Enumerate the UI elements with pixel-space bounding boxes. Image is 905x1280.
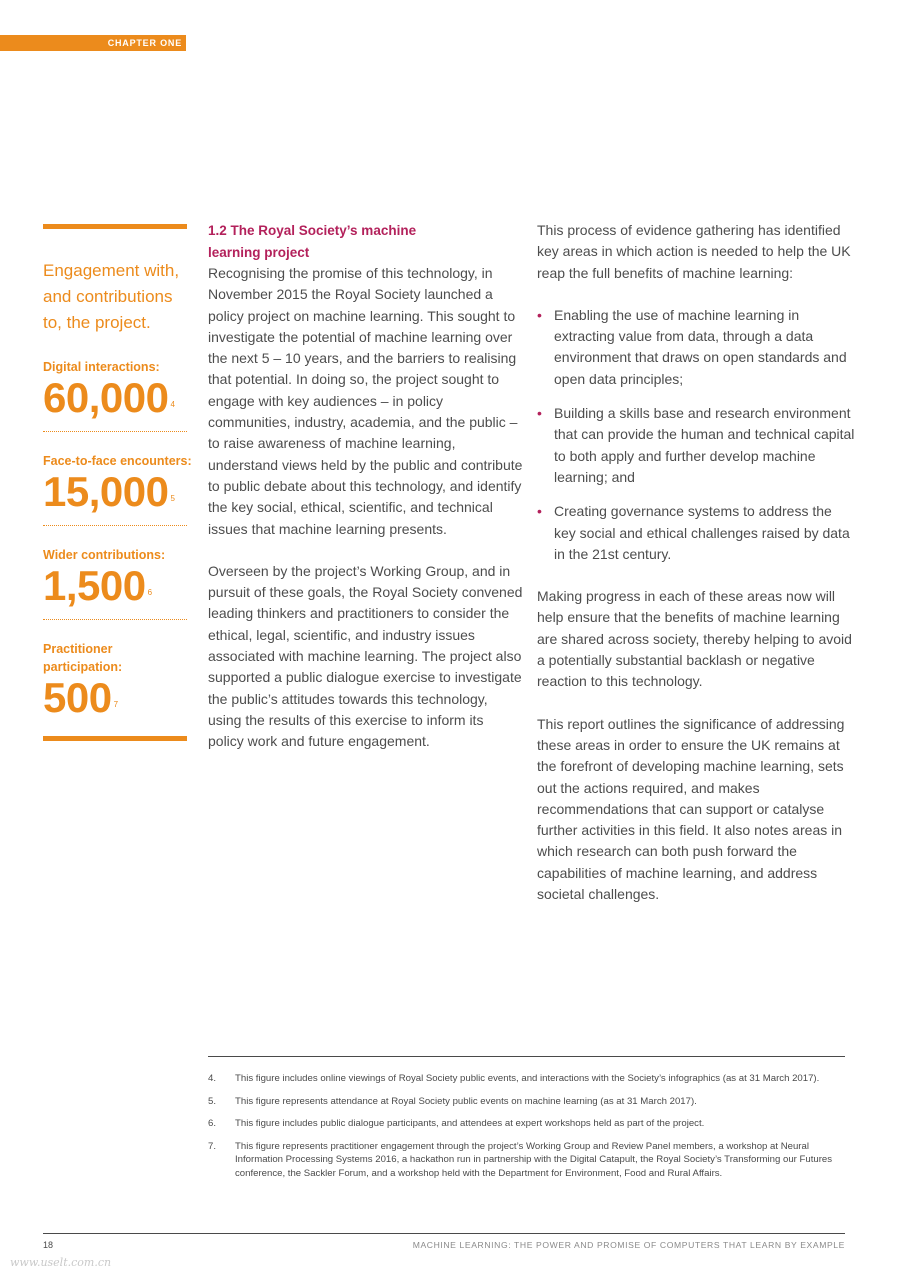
main-column <box>208 220 523 753</box>
footnote-ref: 5 <box>170 494 175 503</box>
page-number: 18 <box>43 1240 54 1250</box>
stat-digital-interactions <box>43 358 187 420</box>
sidebar-top-bar <box>43 224 187 229</box>
stat-label: Practitioner participation: <box>43 642 123 674</box>
sidebar-bottom-bar <box>43 736 187 741</box>
bullet-list <box>537 305 857 565</box>
sidebar-title: Engagement with, and contributions to, the project. <box>43 261 180 332</box>
paragraph: This process of evidence gathering has identified key areas in which action is needed to help the UK reap the full benefits of machine learning: <box>537 222 851 281</box>
paragraph: This report outlines the significance of addressing these areas in order to ensure the UK remains at the forefront of developing machine learning, sets out the actions required, and makes recommendations that can support or catalyse further activities in this field. It also notes areas in which research can both push forward the capabilities of machine learning, and address societal challenges. <box>537 715 845 903</box>
dotted-divider <box>43 525 187 526</box>
stat-wider-contributions <box>43 546 187 608</box>
footer-divider <box>43 1233 845 1234</box>
bullet-icon: • <box>537 503 542 520</box>
footnote: 4. This figure includes online viewings of Royal Society public events, and interactions with the Society’s infographics (as at 31 March 2017). <box>208 1073 820 1084</box>
section-heading: 1.2 The Royal Society’s machine learning project <box>208 223 417 260</box>
footnote: 5. This figure represents attendance at Royal Society public events on machine learning (as at 31 March 2017). <box>208 1095 697 1107</box>
dotted-divider <box>43 431 187 432</box>
paragraph: Overseen by the project’s Working Group, and in pursuit of these goals, the Royal Society convened leading thinkers and practitioners to consider the ethical, legal, scientific, and industry issues associated with machine learning. The project also supported a public dialogue exercise to investigate the public’s attitudes towards this technology, using the results of this exercise to inform its policy work and future engagement. <box>208 562 523 750</box>
list-item: • Building a skills base and research environment that can provide the human and technical capital to both apply and further develop machine learning; and <box>537 405 855 485</box>
footnotes <box>208 1072 848 1189</box>
footnote: 6. This figure includes public dialogue participants, and attendees at expert workshops held as part of the project. <box>208 1118 705 1129</box>
list-item: • Creating governance systems to address the key social and ethical challenges raised by data in the 21st century. <box>537 503 850 562</box>
footnote: 7. This figure represents practitioner engagement through the project’s Working Group and Review Panel members, a workshop at Neural Information Processing Systems 2016, a hackathon run in partnership with the Digital Catapult, the Royal Society’s Transforming our Futures conference, the Sackler Forum, and a workshop held with the Department for Environment, Food and Rural Affairs. <box>208 1140 833 1179</box>
paragraph: Making progress in each of these areas now will help ensure that the benefits of machine learning are shared across society, thereby helping to avoid a potentially substantial backlash or negative reaction to this technology. <box>537 588 852 690</box>
footnote-ref: 6 <box>147 588 152 597</box>
bullet-icon: • <box>537 405 542 422</box>
stat-label: Wider contributions: <box>43 548 166 562</box>
stat-label: Face-to-face encounters: <box>43 454 192 468</box>
running-title: MACHINE LEARNING: THE POWER AND PROMISE OF COMPUTERS THAT LEARN BY EXAMPLE <box>412 1240 845 1250</box>
list-item: • Enabling the use of machine learning in extracting value from data, through a data environment that draws on open standards and open data principles; <box>537 306 847 387</box>
watermark: www.uselt.com.cn <box>10 1256 112 1269</box>
bullet-icon: • <box>537 306 542 323</box>
chapter-tab: CHAPTER ONE <box>0 35 186 51</box>
stat-value: 60,000 4 <box>43 376 168 420</box>
footnote-divider <box>208 1056 845 1057</box>
stat-label: Digital interactions: <box>43 360 160 374</box>
right-column <box>537 220 857 905</box>
footnote-ref: 7 <box>113 700 118 709</box>
engagement-sidebar <box>43 224 192 741</box>
paragraph: Recognising the promise of this technology, in November 2015 the Royal Society launched a policy project on machine learning. This sought to investigate the potential of machine learning over the next 5 – 10 years, and the barriers to realising that potential. In doing so, the project sought to engage with key audiences – in policy communities, industry, academia, and the public – to raise awareness of machine learning, understand views held by the public and contribute to public debate about this technology, and identify the key social, ethical, scientific, and technical issues that machine learning presents. <box>208 265 523 537</box>
stat-practitioner-participation <box>43 640 187 720</box>
stat-value: 500 7 <box>43 676 112 720</box>
stat-value: 1,500 6 <box>43 564 146 608</box>
dotted-divider <box>43 619 187 620</box>
stat-value: 15,000 5 <box>43 470 168 514</box>
stat-face-to-face <box>43 452 192 515</box>
footnote-ref: 4 <box>170 400 175 409</box>
